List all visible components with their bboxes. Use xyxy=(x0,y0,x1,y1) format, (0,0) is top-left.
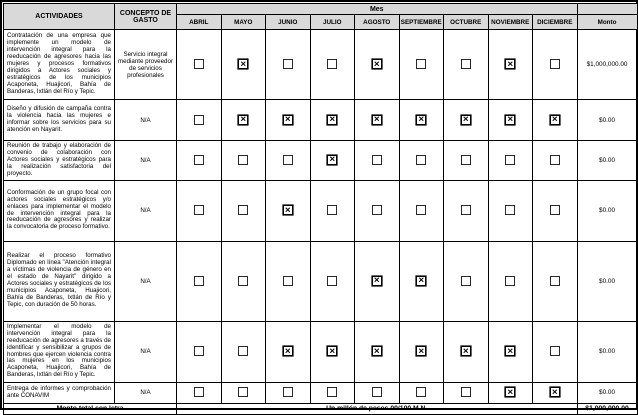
month-cell xyxy=(355,180,400,241)
month-cell xyxy=(221,180,266,241)
total-label: Monto total con letra xyxy=(4,403,177,414)
month-checkbox-julio[interactable] xyxy=(327,115,337,125)
month-checkbox-octubre[interactable] xyxy=(461,387,471,397)
month-cell xyxy=(177,180,222,241)
month-checkbox-julio[interactable] xyxy=(327,276,337,286)
activity-cell: Realizar el proceso formativo Diplomado en línea "Atención integral a víctimas de violencia de género en el estado de Nayarit" dirigido a Actores sociales y estratégicos de los municipios Acaponeta, Huajicori, Bahía de Banderas, Ixtlán de Río y Tepic, con duración de 50 horas. xyxy=(4,241,115,321)
month-cell xyxy=(355,321,400,382)
header-mes: Mes xyxy=(177,4,578,15)
month-cell xyxy=(266,30,311,100)
month-cell xyxy=(310,30,355,100)
month-cell xyxy=(444,30,489,100)
header-month-septiembre: SEPTIEMBRE xyxy=(399,15,444,30)
month-checkbox-diciembre[interactable] xyxy=(550,276,560,286)
month-checkbox-agosto[interactable] xyxy=(372,205,382,215)
month-cell xyxy=(399,241,444,321)
month-cell xyxy=(177,141,222,181)
month-checkbox-abril[interactable] xyxy=(194,387,204,397)
month-cell xyxy=(488,100,533,141)
month-cell xyxy=(177,241,222,321)
month-cell xyxy=(488,180,533,241)
month-cell xyxy=(533,100,578,141)
month-checkbox-abril[interactable] xyxy=(194,205,204,215)
month-checkbox-noviembre[interactable] xyxy=(505,276,515,286)
month-checkbox-diciembre[interactable] xyxy=(550,346,560,356)
month-checkbox-noviembre[interactable] xyxy=(505,346,515,356)
month-checkbox-junio[interactable] xyxy=(283,115,293,125)
schedule-body xyxy=(4,30,638,404)
month-cell xyxy=(221,30,266,100)
concept-cell: N/A xyxy=(115,100,177,141)
month-checkbox-diciembre[interactable] xyxy=(550,387,560,397)
activity-cell: Conformación de un grupo focal con actores sociales estratégicos y/o enlaces para implementar el modelo de intervención integral para la reeducación de agresores y realizar la convocatoria de proceso formativo. xyxy=(4,180,115,241)
month-checkbox-julio[interactable] xyxy=(327,205,337,215)
month-checkbox-noviembre[interactable] xyxy=(505,387,515,397)
header-concepto-de-gasto: CONCEPTO DE GASTO xyxy=(115,4,177,30)
month-cell xyxy=(399,30,444,100)
month-checkbox-octubre[interactable] xyxy=(461,115,471,125)
month-cell xyxy=(488,30,533,100)
month-cell xyxy=(533,180,578,241)
month-cell xyxy=(399,141,444,181)
activity-schedule-table xyxy=(3,3,638,415)
activity-cell: Diseño y difusión de campaña contra la violencia hacia las mujeres e informar sobre los servicios para su atención en Nayarit. xyxy=(4,100,115,141)
concept-cell: N/A xyxy=(115,321,177,382)
table-row xyxy=(4,180,638,241)
header-month-mayo: MAYO xyxy=(221,15,266,30)
month-checkbox-junio[interactable] xyxy=(283,205,293,215)
month-cell xyxy=(177,30,222,100)
month-cell xyxy=(355,382,400,403)
month-cell xyxy=(266,100,311,141)
month-checkbox-abril[interactable] xyxy=(194,115,204,125)
month-cell xyxy=(310,321,355,382)
month-checkbox-abril[interactable] xyxy=(194,59,204,69)
month-cell xyxy=(444,141,489,181)
month-cell xyxy=(266,321,311,382)
concept-cell: N/A xyxy=(115,241,177,321)
month-checkbox-noviembre[interactable] xyxy=(505,59,515,69)
monto-cell: $0.00 xyxy=(577,382,637,403)
month-checkbox-diciembre[interactable] xyxy=(550,205,560,215)
table-row xyxy=(4,100,638,141)
month-cell xyxy=(444,180,489,241)
header-month-noviembre: NOVIEMBRE xyxy=(488,15,533,30)
month-checkbox-mayo[interactable] xyxy=(238,205,248,215)
month-cell xyxy=(177,100,222,141)
header-month-julio: JULIO xyxy=(310,15,355,30)
month-checkbox-mayo[interactable] xyxy=(238,276,248,286)
header-actividades: ACTIVIDADES xyxy=(4,4,115,30)
month-checkbox-noviembre[interactable] xyxy=(505,205,515,215)
month-cell xyxy=(355,100,400,141)
month-checkbox-abril[interactable] xyxy=(194,276,204,286)
monto-cell: $0.00 xyxy=(577,321,637,382)
month-checkbox-mayo[interactable] xyxy=(238,387,248,397)
table-row xyxy=(4,141,638,181)
month-cell xyxy=(355,141,400,181)
month-cell xyxy=(355,241,400,321)
month-checkbox-septiembre[interactable] xyxy=(416,276,426,286)
month-checkbox-junio[interactable] xyxy=(283,387,293,397)
month-cell xyxy=(310,100,355,141)
concept-cell: N/A xyxy=(115,382,177,403)
month-cell xyxy=(533,321,578,382)
month-cell xyxy=(310,180,355,241)
month-cell xyxy=(221,100,266,141)
concept-cell: N/A xyxy=(115,141,177,181)
month-checkbox-septiembre[interactable] xyxy=(416,155,426,165)
month-cell xyxy=(221,241,266,321)
month-cell xyxy=(533,382,578,403)
monto-cell: $0.00 xyxy=(577,241,637,321)
monto-cell: $1,000,000.00 xyxy=(577,30,637,100)
concept-cell: Servicio integral mediante proveedor de servicios profesionales xyxy=(115,30,177,100)
month-checkbox-julio[interactable] xyxy=(327,59,337,69)
header-monto: Monto xyxy=(577,15,637,30)
month-cell xyxy=(177,321,222,382)
activity-cell: Entrega de informes y comprobación ante CONAVIM xyxy=(4,382,115,403)
table-row xyxy=(4,30,638,100)
month-checkbox-agosto[interactable] xyxy=(372,115,382,125)
month-cell xyxy=(399,100,444,141)
month-checkbox-octubre[interactable] xyxy=(461,59,471,69)
total-amount-in-words: Un millón de pesos 00/100 M.N. xyxy=(177,403,578,414)
month-checkbox-agosto[interactable] xyxy=(372,59,382,69)
month-cell xyxy=(221,321,266,382)
activity-cell: Contratación de una empresa que implemente un modelo de intervención integral para la reeducación de agresores hacia las mujeres y procesos formativos dirigidos a Actores sociales y estratégicos de los municipios Acaponeta, Huajicori, Bahía de Banderas, Ixtlán del Río y Tepic. xyxy=(4,30,115,100)
month-cell xyxy=(266,180,311,241)
month-checkbox-agosto[interactable] xyxy=(372,276,382,286)
month-checkbox-mayo[interactable] xyxy=(238,115,248,125)
month-checkbox-septiembre[interactable] xyxy=(416,59,426,69)
month-checkbox-septiembre[interactable] xyxy=(416,387,426,397)
header-month-abril: ABRIL xyxy=(177,15,222,30)
table-row xyxy=(4,382,638,403)
month-checkbox-mayo[interactable] xyxy=(238,155,248,165)
month-cell xyxy=(399,321,444,382)
month-checkbox-julio[interactable] xyxy=(327,387,337,397)
month-cell xyxy=(488,321,533,382)
month-checkbox-julio[interactable] xyxy=(327,346,337,356)
month-checkbox-mayo[interactable] xyxy=(238,346,248,356)
month-cell xyxy=(488,141,533,181)
activity-cell: Implementar el modelo de intervención integral para la reeducación de agresores a través de identificar y sensibilizar a grupos de hombres que ejercen violencia contra las mujeres en los municipios Acaponeta, Huajicori, Bahía de Banderas, Ixtlán del Río y Tepic. xyxy=(4,321,115,382)
month-cell xyxy=(533,241,578,321)
month-checkbox-junio[interactable] xyxy=(283,346,293,356)
table-footer xyxy=(4,403,638,414)
month-checkbox-mayo[interactable] xyxy=(238,59,248,69)
month-checkbox-junio[interactable] xyxy=(283,276,293,286)
month-cell xyxy=(444,321,489,382)
table-header xyxy=(4,4,638,30)
month-checkbox-junio[interactable] xyxy=(283,59,293,69)
month-cell xyxy=(399,382,444,403)
month-cell xyxy=(533,141,578,181)
month-checkbox-agosto[interactable] xyxy=(372,387,382,397)
month-checkbox-octubre[interactable] xyxy=(461,205,471,215)
month-checkbox-noviembre[interactable] xyxy=(505,155,515,165)
month-checkbox-julio[interactable] xyxy=(327,155,337,165)
month-cell xyxy=(221,382,266,403)
month-cell xyxy=(444,382,489,403)
month-checkbox-agosto[interactable] xyxy=(372,346,382,356)
month-checkbox-septiembre[interactable] xyxy=(416,115,426,125)
month-checkbox-septiembre[interactable] xyxy=(416,346,426,356)
monto-cell: $0.00 xyxy=(577,141,637,181)
month-checkbox-septiembre[interactable] xyxy=(416,205,426,215)
table-row xyxy=(4,321,638,382)
header-monto-spacer xyxy=(577,4,637,15)
month-checkbox-agosto[interactable] xyxy=(372,155,382,165)
month-checkbox-octubre[interactable] xyxy=(461,155,471,165)
monto-cell: $0.00 xyxy=(577,100,637,141)
month-cell xyxy=(355,30,400,100)
month-cell xyxy=(266,382,311,403)
header-month-octubre: OCTUBRE xyxy=(444,15,489,30)
month-cell xyxy=(399,180,444,241)
header-month-junio: JUNIO xyxy=(266,15,311,30)
month-checkbox-octubre[interactable] xyxy=(461,276,471,286)
month-checkbox-abril[interactable] xyxy=(194,155,204,165)
month-cell xyxy=(533,30,578,100)
concept-cell: N/A xyxy=(115,180,177,241)
month-cell xyxy=(266,141,311,181)
header-month-agosto: AGOSTO xyxy=(355,15,400,30)
month-checkbox-diciembre[interactable] xyxy=(550,115,560,125)
month-checkbox-diciembre[interactable] xyxy=(550,59,560,69)
month-checkbox-octubre[interactable] xyxy=(461,346,471,356)
total-amount: $1,000,000.00 xyxy=(577,403,637,414)
month-cell xyxy=(310,141,355,181)
month-checkbox-diciembre[interactable] xyxy=(550,155,560,165)
month-checkbox-noviembre[interactable] xyxy=(505,115,515,125)
month-checkbox-abril[interactable] xyxy=(194,346,204,356)
month-cell xyxy=(221,141,266,181)
month-cell xyxy=(488,241,533,321)
table-row xyxy=(4,241,638,321)
header-month-diciembre: DICIEMBRE xyxy=(533,15,578,30)
month-cell xyxy=(444,241,489,321)
month-cell xyxy=(177,382,222,403)
month-cell xyxy=(266,241,311,321)
month-cell xyxy=(488,382,533,403)
monto-cell: $0.00 xyxy=(577,180,637,241)
month-cell xyxy=(310,241,355,321)
month-cell xyxy=(444,100,489,141)
activity-cell: Reunión de trabajo y elaboración de convenio de colaboración con Actores sociales y estratégicos para la realización satisfactoria del proyecto. xyxy=(4,141,115,181)
month-cell xyxy=(310,382,355,403)
total-row xyxy=(4,403,638,414)
month-checkbox-junio[interactable] xyxy=(283,155,293,165)
